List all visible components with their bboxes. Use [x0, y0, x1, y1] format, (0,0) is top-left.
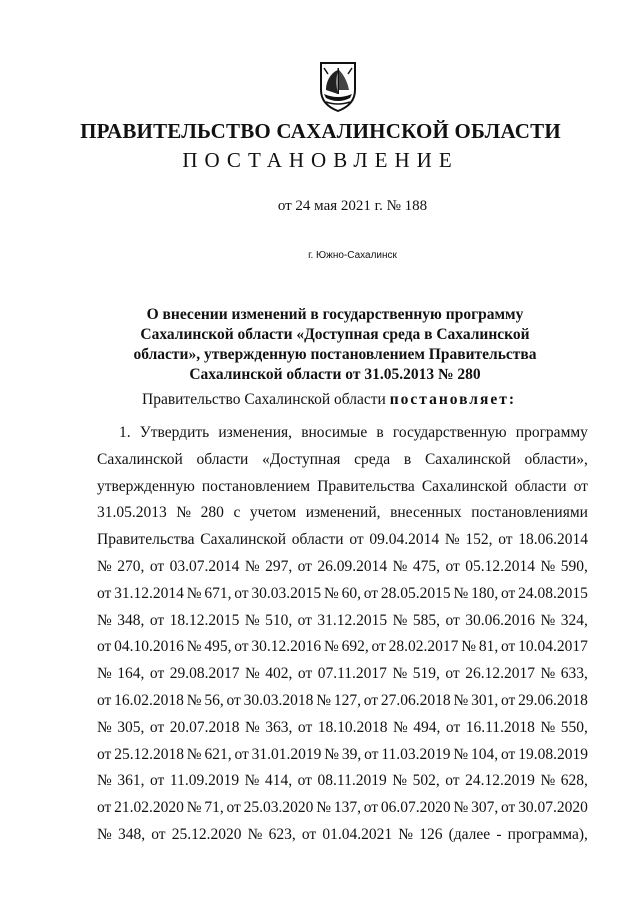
- paragraph-word: №: [245, 665, 260, 683]
- paragraph-word: 24.12.2019: [465, 772, 535, 790]
- paragraph-word: от: [234, 745, 249, 763]
- paragraph-word: №: [324, 745, 340, 763]
- paragraph-word: №: [244, 611, 260, 629]
- paragraph-word: 03.07.2014: [169, 557, 240, 575]
- paragraph-word: №: [392, 611, 408, 629]
- paragraph-word: 16.11.2018: [465, 718, 535, 736]
- paragraph-word: 30.03.2018: [243, 691, 314, 709]
- paragraph-word: программу: [515, 424, 588, 441]
- paragraph-word: от: [149, 665, 165, 683]
- paragraph-word: от: [501, 638, 516, 656]
- paragraph-word: №: [186, 691, 202, 709]
- paragraph-line: [97, 608, 588, 635]
- paragraph-word: 16.02.2018: [114, 691, 184, 709]
- paragraph-body: [97, 420, 588, 849]
- paragraph-word: 26.09.2014: [317, 557, 388, 575]
- paragraph-word: Сахалинской: [97, 450, 183, 468]
- paragraph-line: [97, 500, 588, 527]
- paragraph-word: 39,: [341, 745, 362, 763]
- paragraph-word: от: [445, 718, 461, 736]
- paragraph-word: программа),: [507, 825, 588, 843]
- paragraph-word: №: [453, 584, 469, 602]
- paragraph-word: государственную: [392, 424, 507, 441]
- paragraph-word: Утвердить: [139, 424, 210, 441]
- paragraph-word: 56,: [204, 691, 224, 709]
- paragraph-word: 402,: [265, 665, 293, 683]
- paragraph-word: от: [226, 691, 241, 709]
- paragraph-word: постановлениями: [471, 504, 588, 522]
- paragraph-word: 164,: [117, 665, 145, 683]
- paragraph-word: от: [150, 772, 165, 790]
- document-date-number: от 24 мая 2021 г. № 188: [277, 198, 428, 214]
- paragraph-word: 270,: [117, 557, 145, 575]
- paragraph-word: №: [540, 611, 556, 629]
- paragraph-word: постановлением: [201, 477, 311, 495]
- paragraph-word: 18.12.2015: [169, 611, 240, 629]
- paragraph-word: 623,: [268, 825, 296, 843]
- paragraph-word: 30.03.2015: [251, 584, 322, 602]
- paragraph-line: [97, 688, 588, 715]
- paragraph-word: от: [445, 665, 460, 683]
- paragraph-word: 21.02.2020: [114, 799, 184, 817]
- paragraph-word: 20.07.2018: [169, 718, 240, 736]
- paragraph-line: [97, 715, 588, 742]
- paragraph-word: №: [245, 718, 260, 736]
- paragraph-word: 81,: [478, 638, 499, 656]
- subject-line: О внесении изменений в государственную программу: [146, 306, 524, 323]
- paragraph-word: области: [291, 531, 344, 549]
- paragraph-word: 324,: [560, 611, 588, 629]
- paragraph-word: от: [363, 584, 379, 602]
- paragraph-word: 29.08.2017: [169, 665, 240, 683]
- paragraph-line: [97, 581, 588, 608]
- paragraph-word: №: [316, 799, 331, 817]
- paragraph-word: 18.10.2018: [317, 718, 388, 736]
- paragraph-word: 307,: [471, 799, 499, 817]
- paragraph-word: 24.08.2015: [518, 584, 588, 602]
- paragraph-word: №: [540, 772, 556, 790]
- paragraph-line: [97, 768, 588, 795]
- subject-line: области», утвержденную постановлением Правительства: [133, 346, 537, 363]
- paragraph-word: Сахалинской: [421, 477, 508, 495]
- paragraph-line: [97, 822, 588, 849]
- paragraph-word: (далее: [448, 825, 491, 843]
- coat-of-arms-icon: [318, 60, 358, 112]
- paragraph-word: 27.06.2018: [380, 691, 451, 709]
- paragraph-word: от: [226, 799, 241, 817]
- paragraph-word: 137,: [333, 799, 361, 817]
- paragraph-word: от: [297, 718, 313, 736]
- paragraph-word: -: [496, 825, 502, 843]
- paragraph-word: №: [392, 557, 408, 575]
- paragraph-word: 09.04.2014: [369, 531, 440, 549]
- paragraph-word: 585,: [412, 611, 440, 629]
- paragraph-word: 305,: [117, 718, 145, 736]
- paragraph-word: 127,: [333, 691, 361, 709]
- paragraph-word: от: [445, 611, 460, 629]
- paragraph-word: №: [540, 665, 556, 683]
- paragraph-word: от: [501, 799, 516, 817]
- paragraph-word: 30.06.2016: [465, 611, 535, 629]
- paragraph-word: от: [97, 691, 112, 709]
- paragraph-word: 348,: [117, 825, 146, 843]
- paragraph-word: Сахалинской: [200, 531, 287, 549]
- paragraph-word: №: [186, 638, 202, 656]
- paragraph-word: от: [501, 691, 516, 709]
- paragraph-word: 06.07.2020: [380, 799, 451, 817]
- paragraph-word: 301,: [471, 691, 499, 709]
- paragraph-word: от: [149, 611, 165, 629]
- paragraph-word: от: [445, 557, 460, 575]
- paragraph-word: 671,: [204, 584, 232, 602]
- paragraph-word: 297,: [265, 557, 293, 575]
- paragraph-word: 30.07.2020: [518, 799, 588, 817]
- paragraph-word: 414,: [264, 772, 293, 790]
- paragraph-word: от: [97, 745, 112, 763]
- paragraph-word: от: [363, 691, 379, 709]
- paragraph-word: с: [233, 504, 241, 522]
- paragraph-word: 05.12.2014: [465, 557, 535, 575]
- paragraph-word: 502,: [412, 772, 440, 790]
- paragraph-word: 11.09.2019: [169, 772, 240, 790]
- paragraph-line: [97, 474, 588, 501]
- paragraph-word: от: [501, 745, 516, 763]
- paragraph-word: 31.12.2014: [114, 584, 184, 602]
- paragraph-word: от: [364, 745, 379, 763]
- government-title: ПРАВИТЕЛЬСТВО САХАЛИНСКОЙ ОБЛАСТИ: [80, 119, 561, 143]
- paragraph-word: 04.10.2016: [114, 638, 184, 656]
- paragraph-word: №: [323, 584, 339, 602]
- paragraph-word: изменений,: [305, 504, 381, 522]
- paragraph-word: «Доступная: [262, 450, 341, 468]
- paragraph-line: [97, 634, 588, 661]
- paragraph-word: №: [244, 557, 260, 575]
- paragraph-word: 28.05.2015: [380, 584, 451, 602]
- paragraph-word: от: [501, 584, 516, 602]
- paragraph-word: 361,: [117, 772, 145, 790]
- paragraph-word: области: [514, 477, 567, 495]
- paragraph-word: 01.04.2021: [322, 825, 393, 843]
- paragraph-word: 180,: [471, 584, 499, 602]
- paragraph-word: 60,: [341, 584, 361, 602]
- paragraph-word: 494,: [413, 718, 441, 736]
- lead-sentence: [142, 391, 516, 409]
- paragraph-word: 18.06.2014: [518, 531, 588, 549]
- paragraph-word: 31.05.2013: [97, 504, 167, 522]
- paragraph-word: 126: [419, 825, 443, 843]
- paragraph-word: №: [186, 745, 202, 763]
- paragraph-word: от: [234, 638, 249, 656]
- paragraph-word: среда: [354, 450, 391, 468]
- paragraph-word: №: [453, 691, 469, 709]
- paragraph-word: №: [316, 691, 331, 709]
- paragraph-word: 31.12.2015: [317, 611, 388, 629]
- paragraph-word: от: [371, 638, 386, 656]
- paragraph-word: 510,: [265, 611, 293, 629]
- paragraph-word: №: [247, 825, 263, 843]
- paragraph-word: №: [244, 772, 260, 790]
- paragraph-word: 363,: [265, 718, 293, 736]
- paragraph-word: 1.: [119, 424, 131, 441]
- paragraph-word: 633,: [560, 665, 588, 683]
- paragraph-word: 29.06.2018: [518, 691, 588, 709]
- paragraph-line: [97, 742, 588, 769]
- subject-line: Сахалинской области от 31.05.2013 № 280: [189, 366, 481, 383]
- paragraph-word: Правительства: [97, 531, 195, 549]
- paragraph-word: от: [151, 825, 166, 843]
- paragraph-word: №: [97, 611, 112, 629]
- paragraph-word: от: [301, 825, 317, 843]
- paragraph-word: 495,: [204, 638, 232, 656]
- paragraph-word: №: [461, 638, 476, 656]
- paragraph-word: 07.11.2017: [317, 665, 387, 683]
- paragraph-line: [97, 420, 588, 447]
- paragraph-word: от: [297, 611, 312, 629]
- paragraph-word: 19.08.2019: [518, 745, 588, 763]
- paragraph-word: от: [297, 772, 312, 790]
- lead-emphasis: постановляет:: [389, 391, 517, 408]
- paragraph-word: №: [97, 825, 112, 843]
- paragraph-word: 621,: [204, 745, 232, 763]
- paragraph-word: №: [398, 825, 414, 843]
- paragraph-word: 280: [200, 504, 224, 522]
- paragraph-word: №: [97, 557, 112, 575]
- paragraph-line: [97, 447, 588, 474]
- paragraph-word: 25.12.2020: [171, 825, 242, 843]
- paragraph-word: в: [376, 424, 384, 441]
- paragraph-word: 590,: [560, 557, 588, 575]
- paragraph-word: от: [363, 799, 379, 817]
- paragraph-word: №: [97, 772, 112, 790]
- paragraph-word: №: [323, 638, 339, 656]
- paragraph-word: 11.03.2019: [381, 745, 451, 763]
- paragraph-word: 475,: [412, 557, 440, 575]
- paragraph-line: [97, 554, 588, 581]
- paragraph-word: от: [149, 557, 165, 575]
- paragraph-word: от: [234, 584, 249, 602]
- paragraph-word: №: [186, 584, 202, 602]
- paragraph-word: №: [186, 799, 202, 817]
- paragraph-word: 348,: [117, 611, 145, 629]
- paragraph-word: 692,: [341, 638, 369, 656]
- paragraph-word: 26.12.2017: [465, 665, 535, 683]
- paragraph-word: от: [445, 772, 460, 790]
- paragraph-word: от: [573, 477, 588, 495]
- paragraph-word: от: [149, 718, 165, 736]
- paragraph-word: №: [540, 718, 556, 736]
- paragraph-word: 104,: [471, 745, 499, 763]
- paragraph-word: №: [393, 718, 408, 736]
- subject-line: Сахалинской области «Доступная среда в Сахалинской: [140, 326, 530, 343]
- paragraph-word: от: [97, 584, 112, 602]
- paragraph-word: утвержденную: [97, 477, 195, 495]
- paragraph-word: 10.04.2017: [518, 638, 588, 656]
- document-place: г. Южно-Сахалинск: [308, 250, 397, 261]
- paragraph-word: 25.03.2020: [243, 799, 314, 817]
- paragraph-word: 08.11.2019: [317, 772, 387, 790]
- paragraph-word: внесенных: [390, 504, 462, 522]
- paragraph-word: №: [392, 772, 408, 790]
- paragraph-word: №: [97, 665, 112, 683]
- paragraph-word: от: [97, 799, 112, 817]
- paragraph-word: 550,: [560, 718, 588, 736]
- document-subject: [100, 305, 570, 385]
- paragraph-word: 28.02.2017: [388, 638, 459, 656]
- paragraph-word: 71,: [204, 799, 224, 817]
- paragraph-word: от: [297, 557, 312, 575]
- paragraph-word: от: [297, 665, 313, 683]
- paragraph-word: от: [349, 531, 364, 549]
- paragraph-word: 30.12.2016: [251, 638, 322, 656]
- paragraph-word: №: [540, 557, 556, 575]
- paragraph-word: от: [498, 531, 513, 549]
- paragraph-word: 31.01.2019: [251, 745, 322, 763]
- paragraph-word: области»,: [524, 450, 588, 468]
- document-type: ПОСТАНОВЛЕНИЕ: [182, 148, 459, 172]
- paragraph-word: изменения,: [218, 424, 293, 441]
- paragraph-word: в: [403, 450, 412, 468]
- paragraph-word: №: [453, 745, 469, 763]
- paragraph-word: от: [97, 638, 112, 656]
- paragraph-word: №: [392, 665, 408, 683]
- paragraph-word: 25.12.2018: [114, 745, 184, 763]
- paragraph-word: №: [444, 531, 460, 549]
- lead-prefix: Правительство Сахалинской области: [142, 391, 386, 408]
- paragraph-word: области: [196, 450, 249, 468]
- paragraph-line: [97, 795, 588, 822]
- paragraph-word: учетом: [249, 504, 297, 522]
- paragraph-word: №: [176, 504, 192, 522]
- paragraph-word: вносимые: [301, 424, 368, 441]
- paragraph-word: №: [97, 718, 112, 736]
- paragraph-line: [97, 661, 588, 688]
- paragraph-word: №: [453, 799, 469, 817]
- paragraph-word: Сахалинской: [424, 450, 511, 468]
- paragraph-line: [97, 527, 588, 554]
- paragraph-word: 519,: [412, 665, 440, 683]
- paragraph-word: 152,: [465, 531, 493, 549]
- paragraph-word: Правительства: [317, 477, 415, 495]
- paragraph-word: 628,: [560, 772, 588, 790]
